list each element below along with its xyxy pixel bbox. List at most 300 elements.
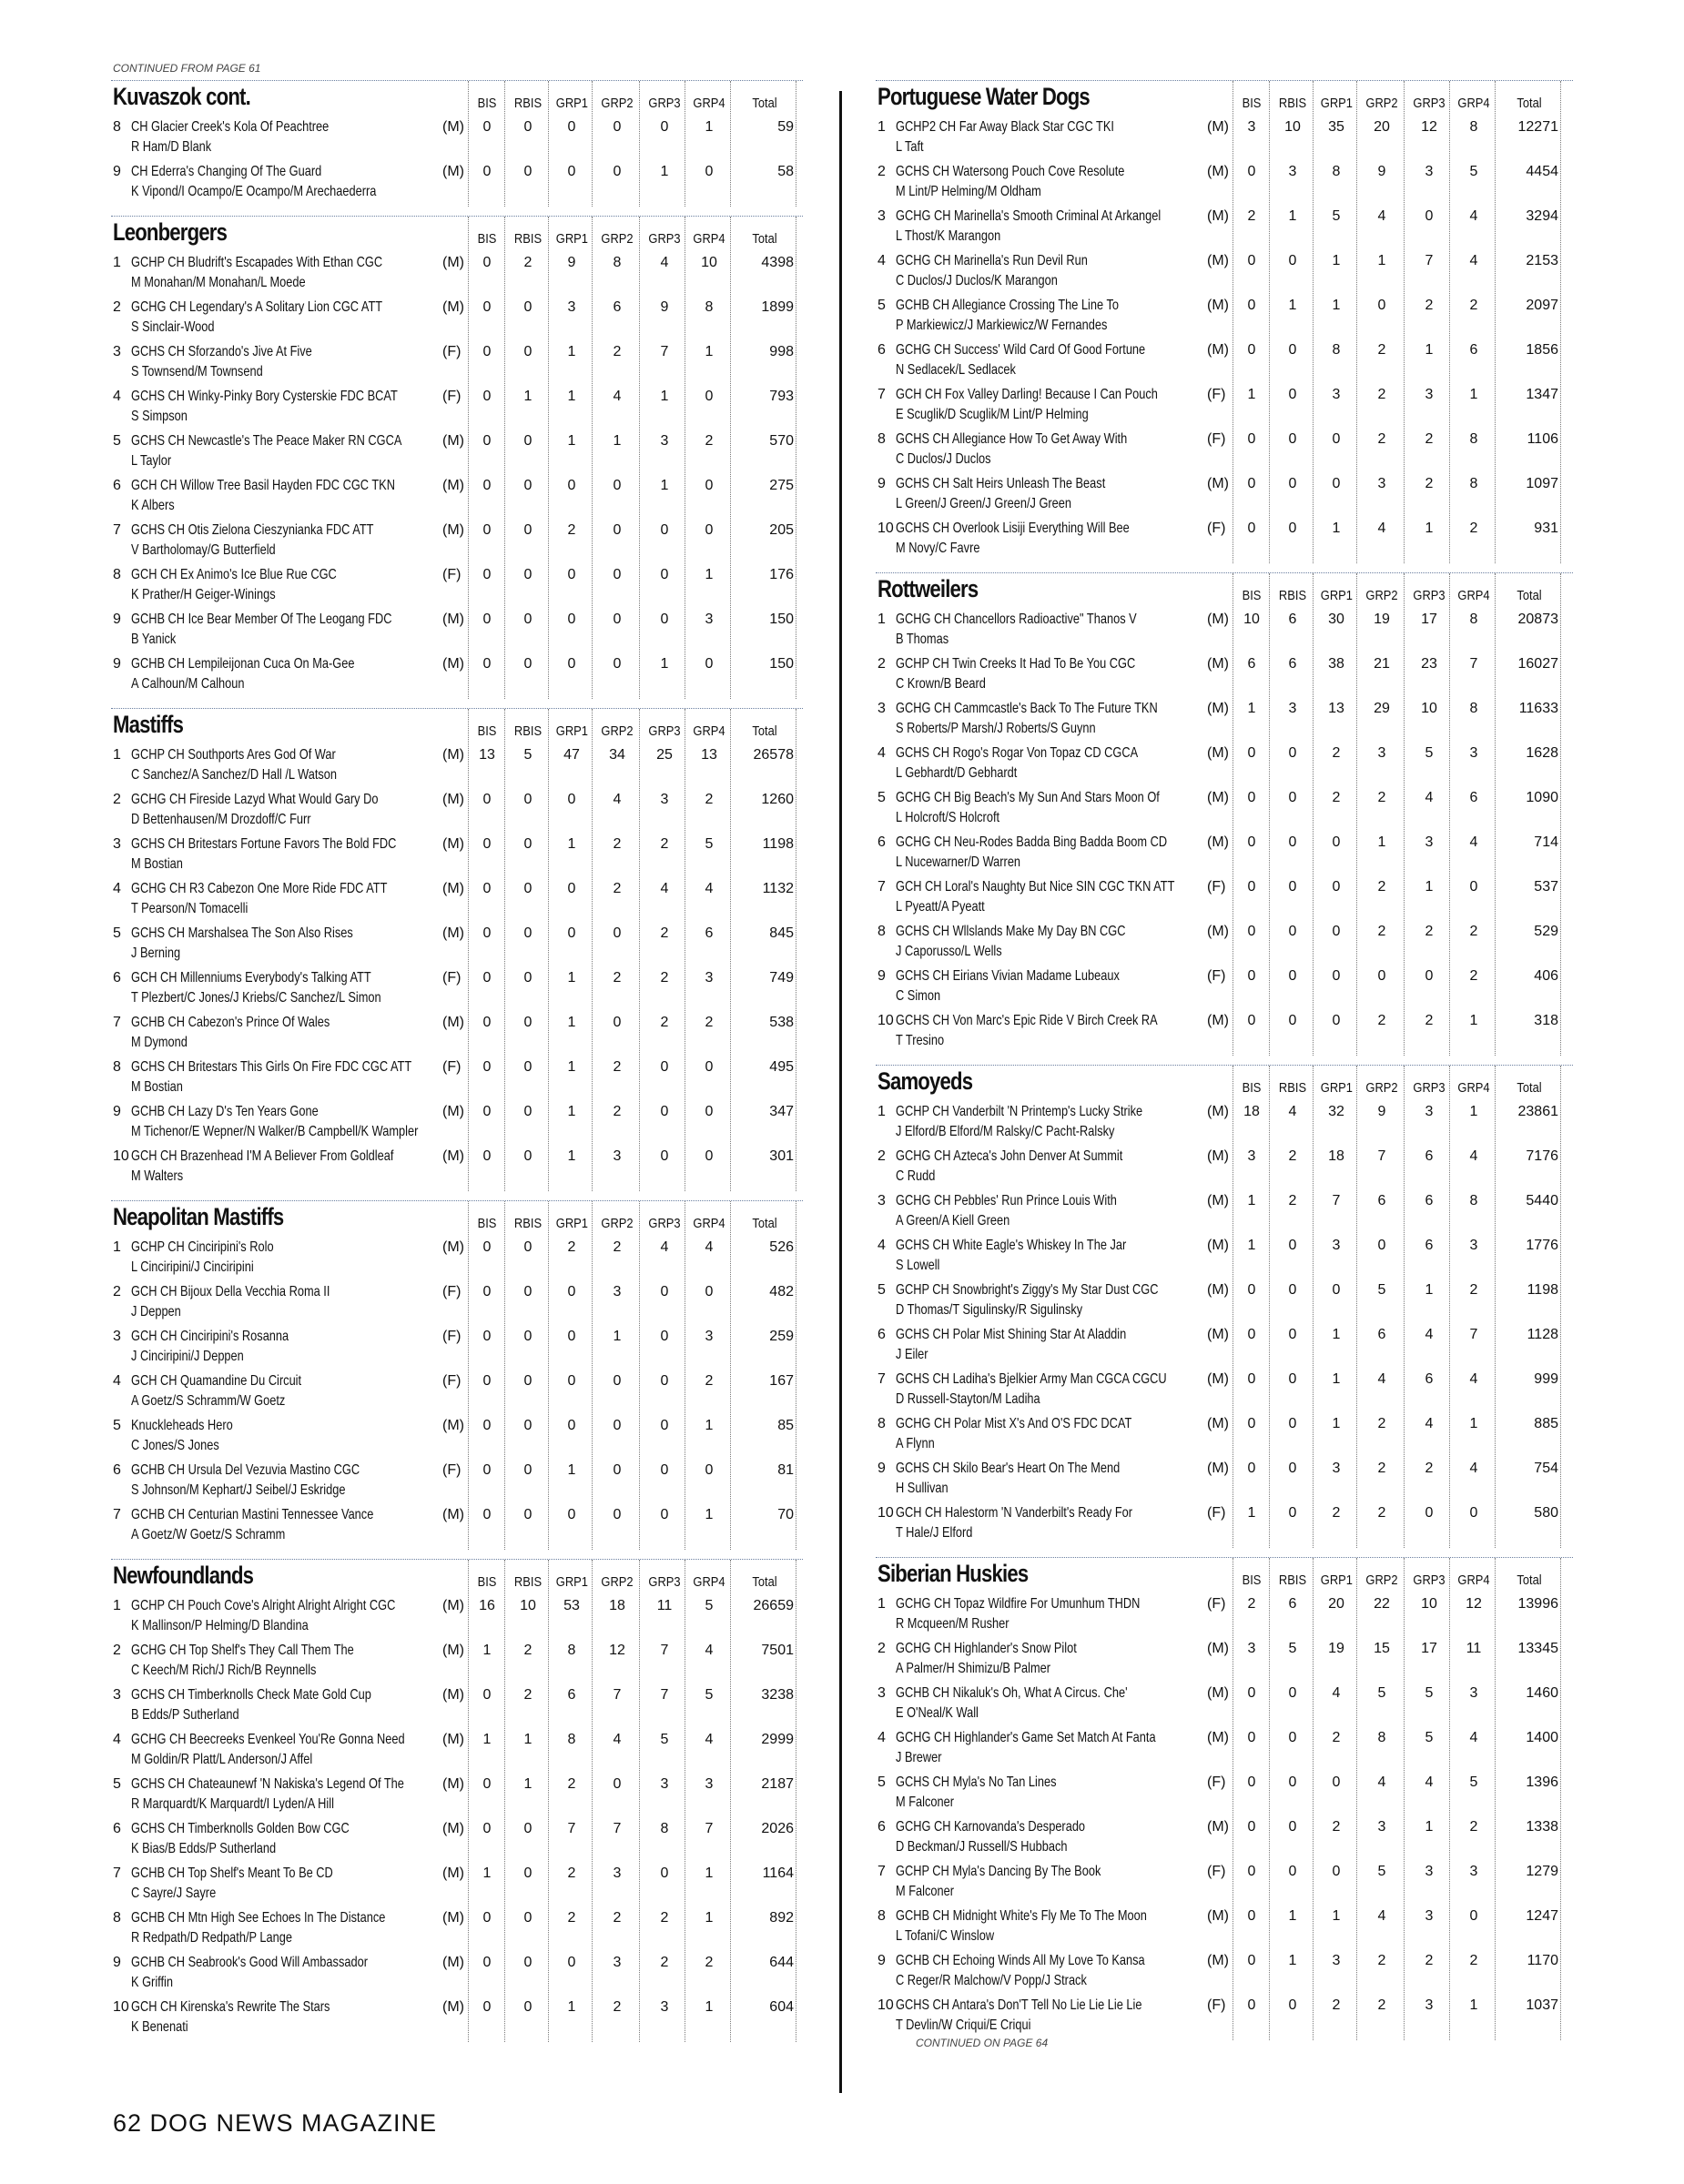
ranking-entry — [111, 162, 803, 207]
rank-number: 8 — [113, 567, 121, 582]
stat-grp3: 3 — [660, 433, 669, 449]
right-column — [876, 80, 1573, 2058]
stat-grp1: 8 — [1332, 342, 1341, 358]
stat-grp1: 1 — [1332, 1327, 1341, 1342]
rank-number: 5 — [878, 298, 886, 313]
stat-grp4: 4 — [1469, 1148, 1478, 1164]
column-header-total: Total — [752, 231, 777, 247]
stat-grp2: 4 — [613, 792, 622, 807]
stat-grp1: 0 — [567, 1284, 576, 1299]
dog-name: GCHG CH Polar Mist X's And O'S FDC DCAT — [896, 1416, 1132, 1431]
stat-grp4: 0 — [705, 389, 714, 404]
column-header-total: Total — [752, 723, 777, 739]
owners: A Calhoun/M Calhoun — [131, 676, 245, 692]
column-header-total: Total — [1517, 588, 1542, 603]
dog-name: GCHS CH Polar Mist Shining Star At Aladdin — [896, 1327, 1127, 1342]
column-header-grp3: GRP3 — [1413, 96, 1446, 111]
stat-rbis: 2 — [1288, 1193, 1297, 1208]
dog-name: GCHG CH Marinella's Smooth Criminal At Arkangel — [896, 208, 1162, 224]
breed-header — [876, 1558, 1573, 1594]
stat-grp4: 8 — [1469, 119, 1478, 135]
stat-grp4: 0 — [705, 522, 714, 538]
stat-grp1: 1 — [567, 344, 576, 359]
breed-header — [876, 573, 1573, 610]
stat-rbis: 0 — [523, 1462, 533, 1478]
stat-grp2: 21 — [1374, 656, 1390, 672]
stat-bis: 0 — [482, 344, 492, 359]
dog-name: GCHP CH Myla's Dancing By The Book — [896, 1864, 1101, 1879]
stat-grp3: 4 — [1425, 1327, 1434, 1342]
sex: (M) — [1207, 834, 1229, 850]
stat-total: 406 — [1534, 968, 1558, 984]
ranking-entry — [111, 431, 803, 476]
stat-grp2: 2 — [613, 970, 622, 986]
stat-bis: 0 — [482, 1284, 492, 1299]
stat-grp1: 2 — [1332, 1730, 1341, 1745]
ranking-entry — [111, 1057, 803, 1102]
stat-rbis: 0 — [523, 612, 533, 627]
column-header-grp1: GRP1 — [1320, 1080, 1353, 1096]
stat-grp1: 0 — [567, 612, 576, 627]
rank-number: 9 — [878, 1461, 886, 1476]
column-header-bis: BIS — [477, 231, 497, 247]
column-header-grp3: GRP3 — [648, 96, 681, 111]
ranking-entry — [876, 1728, 1573, 1773]
rank-number: 3 — [878, 701, 886, 716]
stat-grp3: 2 — [1425, 1953, 1434, 1968]
stat-total: 318 — [1534, 1013, 1558, 1028]
rank-number: 2 — [878, 1641, 886, 1656]
stat-rbis: 5 — [523, 747, 533, 763]
dog-name: GCHB CH Ice Bear Member Of The Leogang FDC — [131, 612, 392, 627]
stat-grp1: 3 — [567, 299, 576, 315]
stat-grp3: 3 — [1425, 1997, 1434, 2013]
stat-rbis: 0 — [1288, 879, 1297, 895]
stat-grp1: 1 — [567, 1015, 576, 1030]
sex: (M) — [442, 1507, 464, 1522]
owners: C Simon — [896, 988, 941, 1004]
stat-bis: 0 — [1247, 476, 1256, 491]
stat-grp2: 0 — [613, 1373, 622, 1389]
stat-grp3: 0 — [1425, 1505, 1434, 1521]
stat-bis: 0 — [1247, 1730, 1256, 1745]
dog-name: GCHG CH Success' Wild Card Of Good Fortune — [896, 342, 1146, 358]
stat-bis: 0 — [482, 1104, 492, 1119]
stat-grp2: 0 — [613, 567, 622, 582]
column-header-grp4: GRP4 — [1457, 1572, 1490, 1588]
owners: C Jones/S Jones — [131, 1438, 219, 1453]
dog-name: GCHG CH Big Beach's My Sun And Stars Moon Of — [896, 790, 1160, 805]
dog-name: GCH CH Millenniums Everybody's Talking ATT — [131, 970, 371, 986]
sex: (F) — [1207, 968, 1226, 984]
stat-bis: 0 — [482, 1999, 492, 2015]
owners: M Bostian — [131, 856, 183, 872]
breed-section — [876, 572, 1573, 1056]
ranking-entry — [111, 298, 803, 342]
stat-grp1: 5 — [1332, 208, 1341, 224]
stat-bis: 0 — [482, 881, 492, 896]
sex: (M) — [1207, 1416, 1229, 1431]
stat-grp2: 5 — [1377, 1864, 1386, 1879]
rank-number: 5 — [113, 925, 121, 941]
stat-grp2: 34 — [609, 747, 625, 763]
owners: M Lint/P Helming/M Oldham — [896, 184, 1041, 199]
stat-grp4: 4 — [1469, 1730, 1478, 1745]
stat-total: 1628 — [1526, 745, 1558, 761]
stat-bis: 1 — [482, 1866, 492, 1881]
breed-name: Portuguese Water Dogs — [878, 83, 1090, 110]
sex: (F) — [1207, 1774, 1226, 1790]
rank-number: 2 — [878, 656, 886, 672]
ranking-entry — [111, 654, 803, 699]
ranking-entry — [876, 1102, 1573, 1147]
stat-grp1: 0 — [1332, 924, 1341, 939]
stat-total: 85 — [777, 1418, 794, 1433]
column-header-grp4: GRP4 — [693, 1216, 725, 1231]
dog-name: GCHG CH Cammcastle's Back To The Future TKN — [896, 701, 1158, 716]
ranking-entry — [876, 788, 1573, 833]
rank-number: 4 — [878, 745, 886, 761]
stat-grp4: 3 — [705, 1776, 714, 1792]
rank-number: 2 — [113, 299, 121, 315]
stat-bis: 0 — [1247, 1416, 1256, 1431]
ranking-entry — [111, 1327, 803, 1371]
rank-number: 2 — [878, 1148, 886, 1164]
stat-total: 482 — [769, 1284, 794, 1299]
rank-number: 8 — [113, 1910, 121, 1926]
ranking-entry — [876, 430, 1573, 474]
stat-grp4: 2 — [1469, 1953, 1478, 1968]
stat-grp3: 2 — [660, 1955, 669, 1970]
stat-total: 167 — [769, 1373, 794, 1389]
ranking-entry — [876, 1325, 1573, 1370]
column-header-grp4: GRP4 — [1457, 96, 1490, 111]
column-header-rbis: RBIS — [513, 723, 543, 739]
ranking-entry — [111, 1147, 803, 1191]
owners: K Albers — [131, 498, 175, 513]
ranking-entry — [876, 1011, 1573, 1056]
stat-grp1: 6 — [567, 1687, 576, 1703]
rank-number: 1 — [878, 119, 886, 135]
stat-total: 529 — [1534, 924, 1558, 939]
sex: (M) — [442, 747, 464, 763]
ranking-entry — [111, 387, 803, 431]
stat-grp2: 6 — [1377, 1193, 1386, 1208]
rank-number: 10 — [878, 1013, 894, 1028]
stat-total: 754 — [1534, 1461, 1558, 1476]
stat-grp4: 1 — [705, 1507, 714, 1522]
sex: (M) — [1207, 476, 1229, 491]
stat-grp1: 9 — [567, 255, 576, 270]
sex: (F) — [1207, 521, 1226, 536]
owners: D Russell-Stayton/M Ladiha — [896, 1391, 1040, 1407]
ranking-entry — [111, 1730, 803, 1774]
rank-number: 8 — [878, 924, 886, 939]
stat-bis: 0 — [482, 1418, 492, 1433]
stat-grp1: 0 — [567, 925, 576, 941]
stat-grp3: 0 — [660, 1104, 669, 1119]
rank-number: 4 — [878, 253, 886, 268]
sex: (F) — [442, 1373, 462, 1389]
dog-name: GCHS CH Marshalsea The Son Also Rises — [131, 925, 353, 941]
owners: C Krown/B Beard — [896, 676, 986, 692]
stat-bis: 0 — [482, 1239, 492, 1255]
stat-rbis: 0 — [523, 1015, 533, 1030]
stat-grp2: 2 — [613, 344, 622, 359]
stat-total: 1338 — [1526, 1819, 1558, 1835]
owners: A Green/A Kiell Green — [896, 1213, 1010, 1228]
column-header-rbis: RBIS — [1278, 96, 1307, 111]
stat-grp2: 1 — [1377, 253, 1386, 268]
rank-number: 7 — [113, 1507, 121, 1522]
stat-total: 749 — [769, 970, 794, 986]
owners: J Eiler — [896, 1347, 928, 1362]
sex: (M) — [442, 1148, 464, 1164]
dog-name: GCHS CH Britestars This Girls On Fire FDC CGC ATT — [131, 1059, 412, 1075]
owners: K Griffin — [131, 1975, 173, 1990]
breed-section — [111, 1559, 803, 2042]
stat-grp3: 6 — [1425, 1193, 1434, 1208]
stat-grp1: 0 — [1332, 1864, 1341, 1879]
dog-name: GCHG CH Neu-Rodes Badda Bing Badda Boom CD — [896, 834, 1168, 850]
sex: (M) — [442, 881, 464, 896]
stat-grp3: 2 — [660, 1910, 669, 1926]
stat-total: 1400 — [1526, 1730, 1558, 1745]
ranking-entry — [876, 743, 1573, 788]
stat-total: 150 — [769, 612, 794, 627]
stat-grp3: 1 — [1425, 521, 1434, 536]
stat-total: 1132 — [762, 881, 794, 896]
stat-bis: 0 — [482, 1148, 492, 1164]
section-gap — [876, 1548, 1573, 1557]
column-header-bis: BIS — [1242, 588, 1262, 603]
breed-name: Mastiffs — [113, 711, 184, 738]
stat-grp4: 5 — [1469, 164, 1478, 179]
dog-name: CH Ederra's Changing Of The Guard — [131, 164, 322, 179]
sex: (M) — [1207, 1685, 1229, 1701]
stat-bis: 0 — [482, 836, 492, 852]
stat-total: 1037 — [1526, 1997, 1558, 2013]
column-header-grp3: GRP3 — [1413, 588, 1446, 603]
rank-number: 9 — [878, 476, 886, 491]
stat-grp2: 2 — [1377, 879, 1386, 895]
stat-grp2: 2 — [1377, 1997, 1386, 2013]
stat-grp1: 0 — [567, 1329, 576, 1344]
column-header-grp4: GRP4 — [1457, 588, 1490, 603]
ranking-entry — [111, 1461, 803, 1505]
stat-grp3: 4 — [660, 881, 669, 896]
breed-name: Siberian Huskies — [878, 1560, 1029, 1587]
owners: J Cinciripini/J Deppen — [131, 1349, 244, 1364]
stat-grp2: 2 — [613, 1104, 622, 1119]
stat-grp4: 2 — [1469, 298, 1478, 313]
stat-grp4: 6 — [1469, 790, 1478, 805]
ranking-entry — [111, 1282, 803, 1327]
stat-total: 176 — [769, 567, 794, 582]
stat-total: 347 — [769, 1104, 794, 1119]
stat-grp2: 0 — [613, 164, 622, 179]
owners: N Sedlacek/L Sedlacek — [896, 362, 1016, 378]
stat-grp2: 8 — [1377, 1730, 1386, 1745]
sex: (M) — [1207, 1193, 1229, 1208]
stat-total: 570 — [769, 433, 794, 449]
ranking-entry — [876, 385, 1573, 430]
column-header-grp2: GRP2 — [1365, 96, 1398, 111]
stat-rbis: 0 — [523, 1059, 533, 1075]
stat-total: 3238 — [761, 1687, 794, 1703]
stat-grp4: 4 — [1469, 208, 1478, 224]
stat-grp2: 2 — [1377, 1461, 1386, 1476]
stat-rbis: 0 — [1288, 968, 1297, 984]
column-header-rbis: RBIS — [513, 1216, 543, 1231]
stat-bis: 2 — [1247, 208, 1256, 224]
owners: S Townsend/M Townsend — [131, 364, 263, 379]
stat-grp3: 5 — [660, 1732, 669, 1747]
rank-number: 9 — [113, 612, 121, 627]
stat-grp1: 0 — [1332, 968, 1341, 984]
sex: (M) — [1207, 1148, 1229, 1164]
owners: J Brewer — [896, 1750, 942, 1765]
stat-bis: 0 — [482, 1462, 492, 1478]
rank-number: 7 — [113, 1866, 121, 1881]
stat-rbis: 0 — [523, 656, 533, 672]
column-header-total: Total — [752, 1574, 777, 1590]
dog-name: GCHB CH Lazy D's Ten Years Gone — [131, 1104, 319, 1119]
stat-grp3: 2 — [660, 1015, 669, 1030]
ranking-entry — [111, 565, 803, 610]
stat-total: 1198 — [1527, 1282, 1558, 1298]
stat-grp1: 1 — [1332, 253, 1341, 268]
sex: (M) — [442, 433, 464, 449]
stat-rbis: 0 — [1288, 1819, 1297, 1835]
dog-name: GCHS CH Watersong Pouch Cove Resolute — [896, 164, 1125, 179]
rank-number: 4 — [113, 389, 121, 404]
stat-grp1: 0 — [567, 792, 576, 807]
owners: C Sayre/J Sayre — [131, 1886, 217, 1901]
stat-grp2: 4 — [613, 389, 622, 404]
rank-number: 10 — [878, 1997, 894, 2013]
sex: (M) — [1207, 298, 1229, 313]
stat-grp2: 2 — [613, 1910, 622, 1926]
dog-name: GCH CH Ex Animo's Ice Blue Rue CGC — [131, 567, 337, 582]
ranking-entry — [111, 610, 803, 654]
stat-bis: 3 — [1247, 1148, 1256, 1164]
stat-rbis: 6 — [1288, 656, 1297, 672]
stat-grp3: 3 — [660, 792, 669, 807]
column-header-bis: BIS — [477, 1574, 497, 1590]
stat-bis: 18 — [1243, 1104, 1260, 1119]
sex: (M) — [442, 1910, 464, 1926]
stat-grp1: 19 — [1328, 1641, 1344, 1656]
ranking-entry — [111, 879, 803, 924]
stat-total: 644 — [769, 1955, 794, 1970]
stat-grp1: 2 — [1332, 1819, 1341, 1835]
owners: J Caporusso/L Wells — [896, 944, 1002, 959]
column-header-grp4: GRP4 — [693, 1574, 725, 1590]
sex: (M) — [1207, 1641, 1229, 1656]
stat-grp1: 1 — [567, 970, 576, 986]
ranking-entry — [876, 654, 1573, 699]
stat-grp1: 1 — [1332, 521, 1341, 536]
stat-total: 1128 — [1527, 1327, 1558, 1342]
stat-grp4: 8 — [705, 299, 714, 315]
rank-number: 3 — [113, 836, 121, 852]
ranking-entry — [111, 1864, 803, 1908]
stat-grp3: 3 — [1425, 1908, 1434, 1924]
stat-grp2: 22 — [1374, 1596, 1390, 1612]
stat-rbis: 0 — [1288, 1505, 1297, 1521]
dog-name: GCHB CH Top Shelf's Meant To Be CD — [131, 1866, 333, 1881]
stat-grp3: 6 — [1425, 1238, 1434, 1253]
column-header-bis: BIS — [1242, 1080, 1262, 1096]
ranking-entry — [876, 877, 1573, 922]
ranking-entry — [111, 924, 803, 968]
stat-total: 604 — [769, 1999, 794, 2015]
stat-grp3: 0 — [660, 612, 669, 627]
stat-grp4: 4 — [1469, 834, 1478, 850]
rank-number: 9 — [113, 1104, 121, 1119]
stat-total: 20873 — [1517, 612, 1558, 627]
owners: K Mallinson/P Helming/D Blandina — [131, 1618, 309, 1633]
stat-grp3: 0 — [660, 1059, 669, 1075]
stat-total: 4454 — [1526, 164, 1558, 179]
dog-name: GCHS CH Otis Zielona Cieszynianka FDC ATT — [131, 522, 374, 538]
stat-grp4: 4 — [705, 1732, 714, 1747]
stat-grp4: 3 — [1469, 1238, 1478, 1253]
owners: L Taft — [896, 139, 924, 155]
dog-name: GCHG CH Azteca's John Denver At Summit — [896, 1148, 1123, 1164]
dog-name: GCHP CH Snowbright's Ziggy's My Star Dust CGC — [896, 1282, 1159, 1298]
stat-grp1: 1 — [567, 836, 576, 852]
stat-grp2: 12 — [609, 1643, 625, 1658]
stat-grp2: 20 — [1374, 119, 1390, 135]
dog-name: GCHS CH Antara's Don'T Tell No Lie Lie Lie Lie — [896, 1997, 1142, 2013]
stat-rbis: 0 — [523, 1239, 533, 1255]
rank-number: 10 — [878, 1505, 894, 1521]
stat-bis: 0 — [1247, 1774, 1256, 1790]
stat-grp1: 18 — [1328, 1148, 1344, 1164]
stat-grp3: 3 — [1425, 387, 1434, 402]
stat-grp1: 7 — [1332, 1193, 1341, 1208]
column-header-total: Total — [1517, 1572, 1542, 1588]
stat-rbis: 0 — [523, 1910, 533, 1926]
stat-grp4: 0 — [705, 1462, 714, 1478]
stat-grp1: 3 — [1332, 1953, 1341, 1968]
stat-bis: 16 — [479, 1598, 495, 1613]
stat-grp4: 0 — [705, 1059, 714, 1075]
rank-number: 5 — [878, 1282, 886, 1298]
stat-grp2: 0 — [1377, 298, 1386, 313]
stat-grp4: 3 — [1469, 1864, 1478, 1879]
stat-grp4: 0 — [705, 1104, 714, 1119]
stat-total: 2999 — [761, 1732, 794, 1747]
ranking-entry — [111, 1416, 803, 1461]
sex: (M) — [1207, 1461, 1229, 1476]
rank-number: 3 — [113, 344, 121, 359]
stat-total: 1106 — [1527, 431, 1558, 447]
sex: (F) — [1207, 431, 1226, 447]
owners: A Goetz/W Goetz/S Schramm — [131, 1527, 286, 1542]
breed-header — [876, 81, 1573, 117]
stat-rbis: 0 — [1288, 342, 1297, 358]
rank-number: 9 — [878, 968, 886, 984]
ranking-entry — [111, 834, 803, 879]
stat-grp2: 0 — [1377, 968, 1386, 984]
stat-grp1: 1 — [567, 1999, 576, 2015]
owners: M Dymond — [131, 1035, 188, 1050]
stat-grp4: 2 — [1469, 521, 1478, 536]
stat-rbis: 0 — [1288, 1997, 1297, 2013]
